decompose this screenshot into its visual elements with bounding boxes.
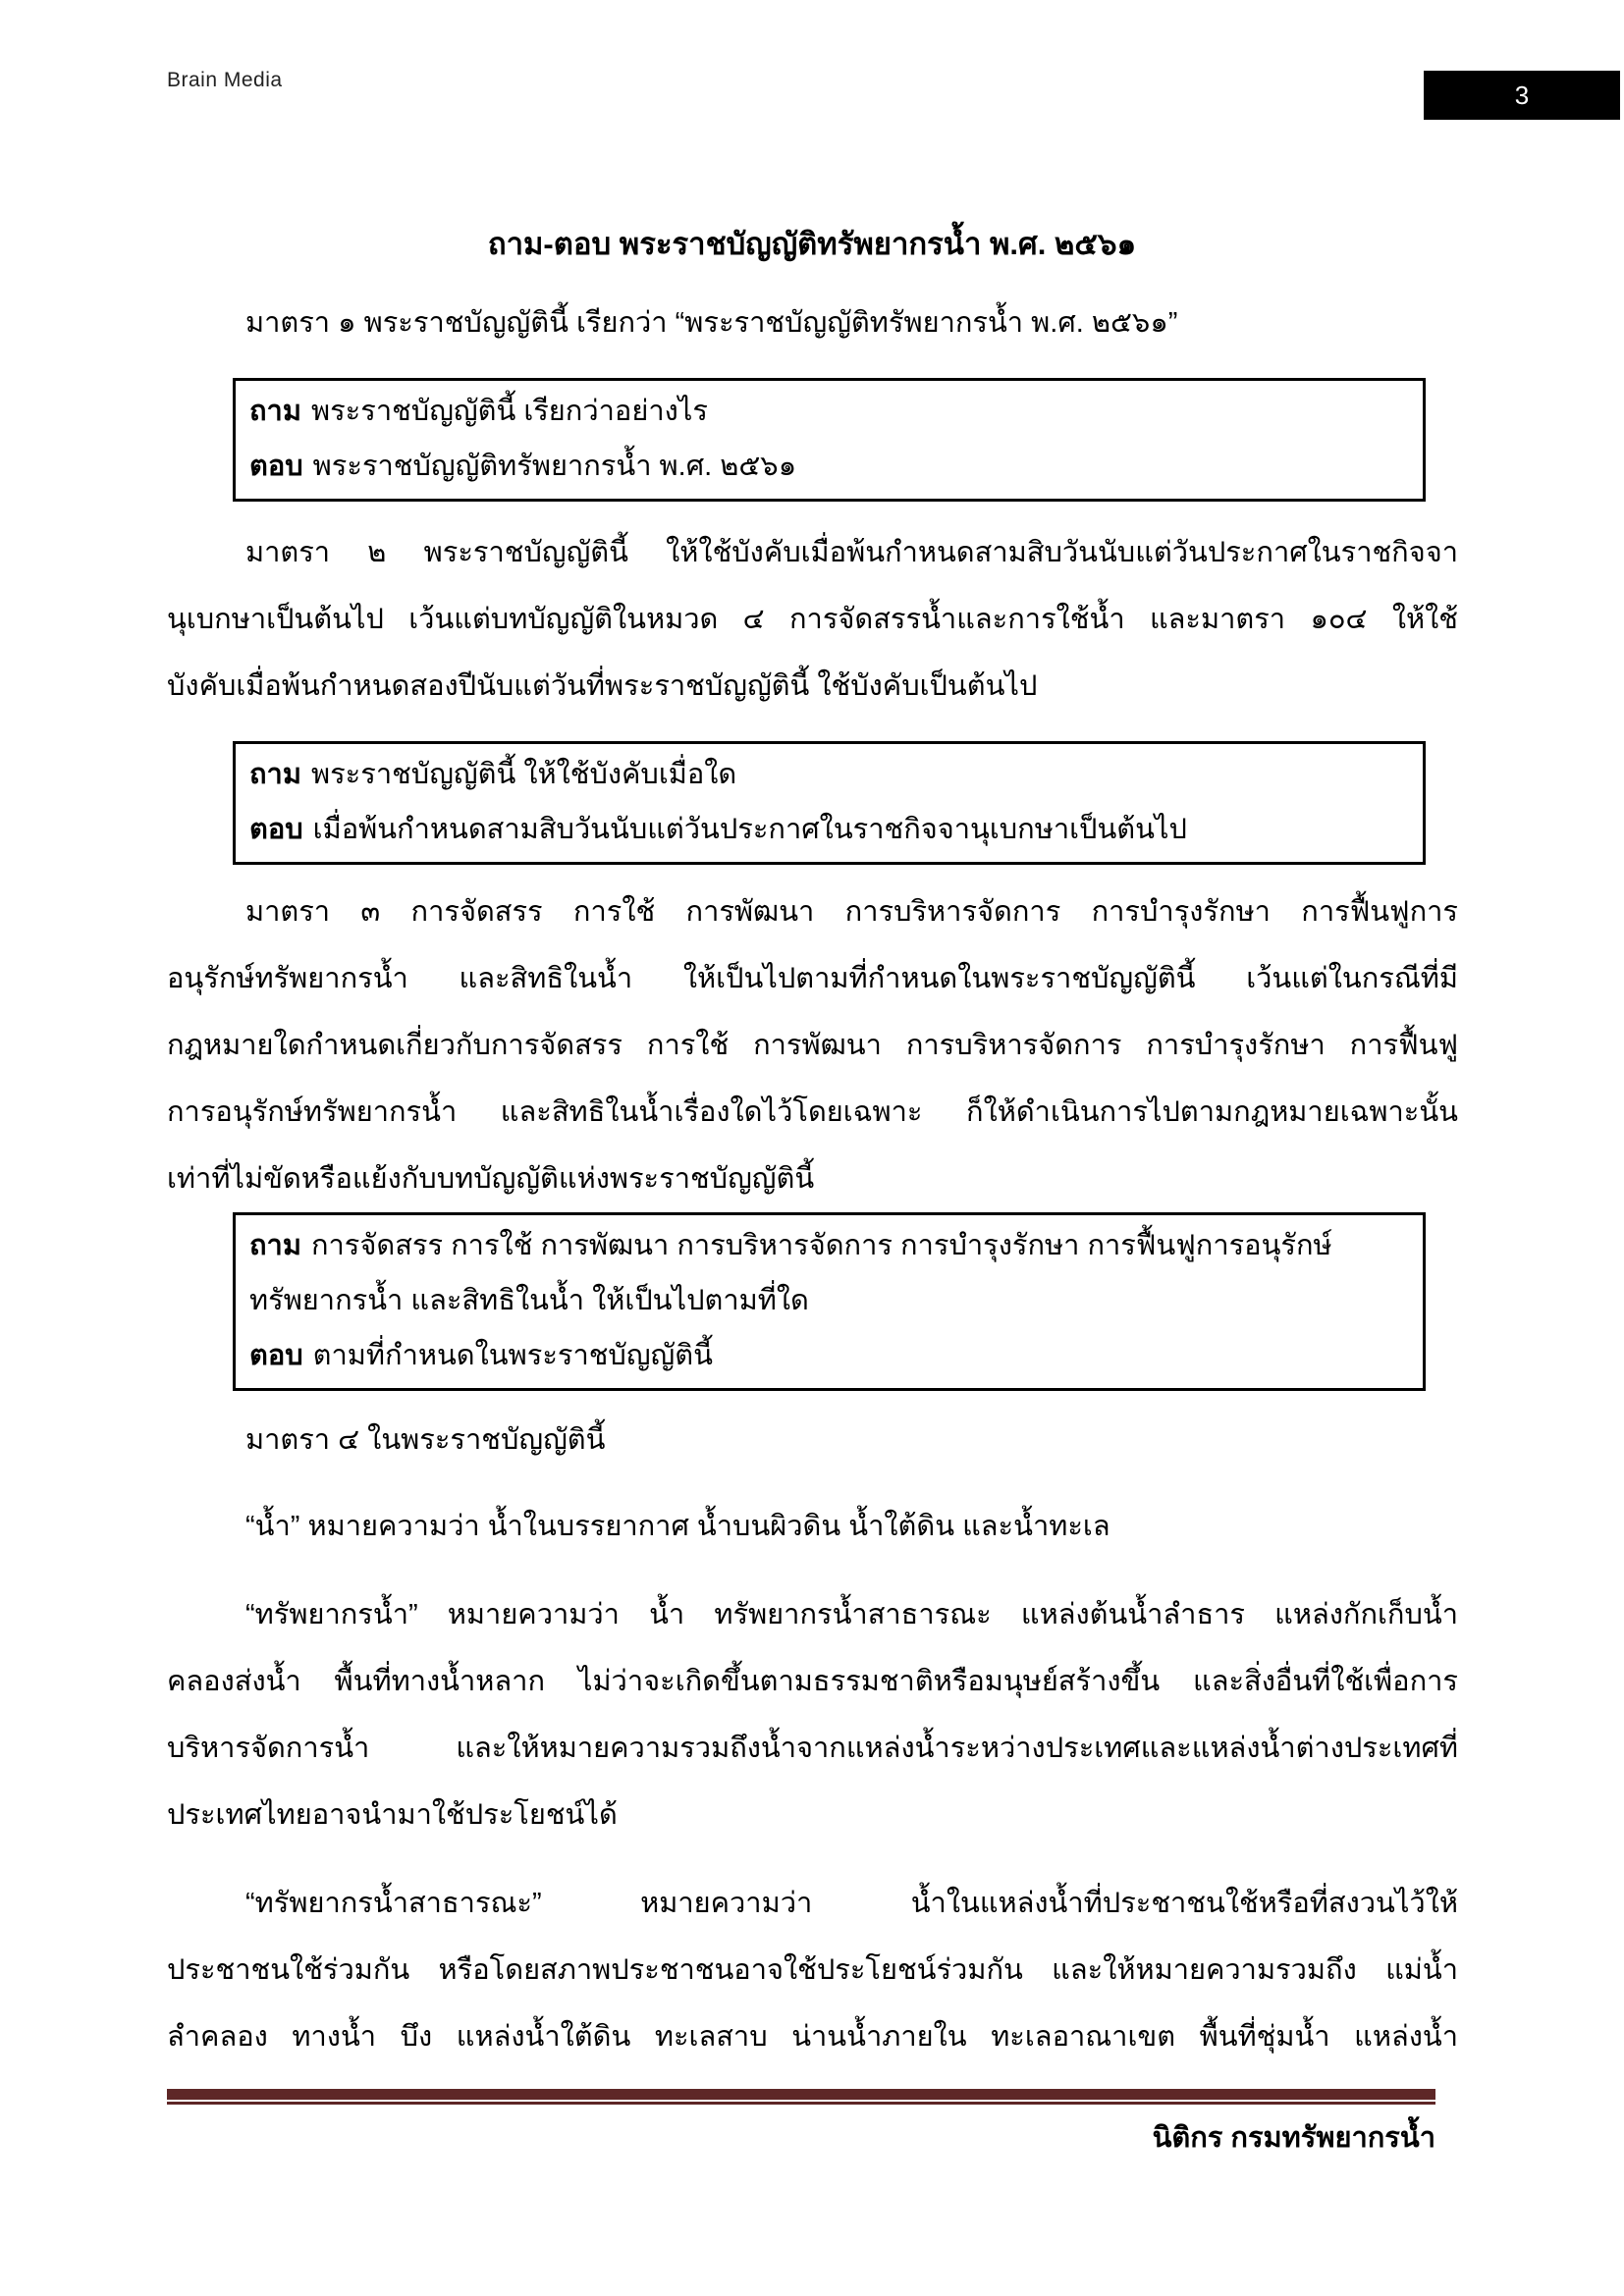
qa-question-row [249, 1218, 1409, 1273]
qa-question-row [249, 747, 1409, 802]
footer-rule-thin [167, 2102, 1435, 2105]
text-line: การอนุรักษ์ทรัพยากรน้ำ และสิทธิในน้ำเรื่องใดไว้โดยเฉพาะ ก็ให้ดำเนินการไปตามกฎหมายเฉพาะนั้น [167, 1096, 1458, 1128]
qa-answer-text: พระราชบัญญัติทรัพยากรน้ำ พ.ศ. ๒๕๖๑ [312, 451, 797, 482]
text-line: มาตรา ๑ พระราชบัญญัตินี้ เรียกว่า “พระราชบัญญัติทรัพยากรน้ำ พ.ศ. ๒๕๖๑” [245, 307, 1178, 339]
text-line: มาตรา ๓ การจัดสรร การใช้ การพัฒนา การบริหารจัดการ การบำรุงรักษา การฟื้นฟูการ [245, 896, 1458, 928]
text-line: คลองส่งน้ำ พื้นที่ทางน้ำหลาก ไม่ว่าจะเกิดขึ้นตามธรรมชาติหรือมนุษย์สร้างขึ้น และสิ่งอื่นที่ใช้เพื่อการ [167, 1666, 1458, 1697]
text-line: ประชาชนใช้ร่วมกัน หรือโดยสภาพประชาชนอาจใช้ประโยชน์ร่วมกัน และให้หมายความรวมถึง แม่น้ำ [167, 1954, 1458, 1986]
qa-answer-text: ตามที่กำหนดในพระราชบัญญัตินี้ [312, 1340, 713, 1371]
brand-text: Brain Media [167, 69, 283, 91]
qa-question-continuation-row [249, 1273, 1409, 1328]
footer-credit: นิติกร กรมทรัพยากรน้ำ [1152, 2122, 1435, 2154]
text-line: มาตรา ๔ ในพระราชบัญญัตินี้ [245, 1424, 606, 1456]
definition-water-resources [167, 1581, 1458, 1848]
qa-box-1 [233, 378, 1426, 502]
qa-answer-row [249, 802, 1409, 857]
text-line: “ทรัพยากรน้ำ” หมายความว่า น้ำ ทรัพยากรน้ำสาธารณะ แหล่งต้นน้ำลำธาร แหล่งกักเก็บน้ำ [245, 1599, 1458, 1630]
text-line: มาตรา ๒ พระราชบัญญัตินี้ ให้ใช้บังคับเมื่อพ้นกำหนดสามสิบวันนับแต่วันประกาศในราชกิจจา [245, 537, 1458, 568]
page-footer [167, 2089, 1435, 2160]
qa-answer-label: ตอบ [249, 814, 303, 845]
text-line: อนุรักษ์ทรัพยากรน้ำ และสิทธิในน้ำ ให้เป็นไปตามที่กำหนดในพระราชบัญญัตินี้ เว้นแต่ในกรณีที่มี [167, 963, 1458, 994]
qa-box-3 [233, 1212, 1426, 1391]
text-line: บังคับเมื่อพ้นกำหนดสองปีนับแต่วันที่พระราชบัญญัตินี้ ใช้บังคับเป็นต้นไป [167, 670, 1038, 702]
qa-question-label: ถาม [249, 1230, 301, 1261]
qa-answer-label: ตอบ [249, 451, 303, 482]
text-line: “ทรัพยากรน้ำสาธารณะ” หมายความว่า น้ำในแหล่งน้ำที่ประชาชนใช้หรือที่สงวนไว้ให้ [245, 1888, 1458, 1919]
qa-question-text: พระราชบัญญัตินี้ ให้ใช้บังคับเมื่อใด [310, 759, 737, 790]
paragraph-section-4 [167, 1407, 1458, 1473]
qa-question-row [249, 384, 1409, 439]
footer-rule-thick [167, 2089, 1435, 2100]
paragraph-section-3 [167, 879, 1458, 1212]
document-title: ถาม-ตอบ พระราชบัญญัติทรัพยากรน้ำ พ.ศ. ๒๕๖๑ [487, 226, 1137, 261]
paragraph-section-2 [167, 519, 1458, 720]
definition-public-water-resources [167, 1870, 1458, 2070]
text-line: บริหารจัดการน้ำ และให้หมายความรวมถึงน้ำจากแหล่งน้ำระหว่างประเทศและแหล่งน้ำต่างประเทศที่ [167, 1733, 1458, 1764]
qa-answer-row [249, 1328, 1409, 1383]
text-line: เท่าที่ไม่ขัดหรือแย้งกับบทบัญญัติแห่งพระราชบัญญัตินี้ [167, 1163, 815, 1195]
definition-water [167, 1493, 1458, 1560]
qa-question-text: พระราชบัญญัตินี้ เรียกว่าอย่างไร [310, 396, 708, 427]
qa-answer-label: ตอบ [249, 1340, 303, 1371]
text-line: นุเบกษาเป็นต้นไป เว้นแต่บทบัญญัติในหมวด ๔ การจัดสรรน้ำและการใช้น้ำ และมาตรา ๑๐๔ ให้ใช้ [167, 604, 1458, 635]
page-number-badge: 3 [1424, 71, 1620, 120]
text-line: “น้ำ” หมายความว่า น้ำในบรรยากาศ น้ำบนผิวดิน น้ำใต้ดิน และน้ำทะเล [245, 1511, 1110, 1542]
text-line: ประเทศไทยอาจนำมาใช้ประโยชน์ได้ [167, 1799, 618, 1831]
qa-answer-text: เมื่อพ้นกำหนดสามสิบวันนับแต่วันประกาศในราชกิจจานุเบกษาเป็นต้นไป [312, 814, 1187, 845]
text-line: กฎหมายใดกำหนดเกี่ยวกับการจัดสรร การใช้ การพัฒนา การบริหารจัดการ การบำรุงรักษา การฟื้นฟู [167, 1030, 1458, 1061]
qa-question-text: การจัดสรร การใช้ การพัฒนา การบริหารจัดการ การบำรุงรักษา การฟื้นฟูการอนุรักษ์ [310, 1230, 1332, 1261]
qa-box-2 [233, 741, 1426, 865]
paragraph-section-1 [167, 290, 1458, 356]
qa-answer-row [249, 439, 1409, 494]
qa-question-label: ถาม [249, 396, 301, 427]
qa-question-text: ทรัพยากรน้ำ และสิทธิในน้ำ ให้เป็นไปตามที่ใด [249, 1285, 809, 1316]
qa-question-label: ถาม [249, 759, 301, 790]
document-body [167, 290, 1458, 2070]
text-line: ลำคลอง ทางน้ำ บึง แหล่งน้ำใต้ดิน ทะเลสาบ น่านน้ำภายใน ทะเลอาณาเขต พื้นที่ชุ่มน้ำ แหล่งน้ำ [167, 2021, 1458, 2053]
